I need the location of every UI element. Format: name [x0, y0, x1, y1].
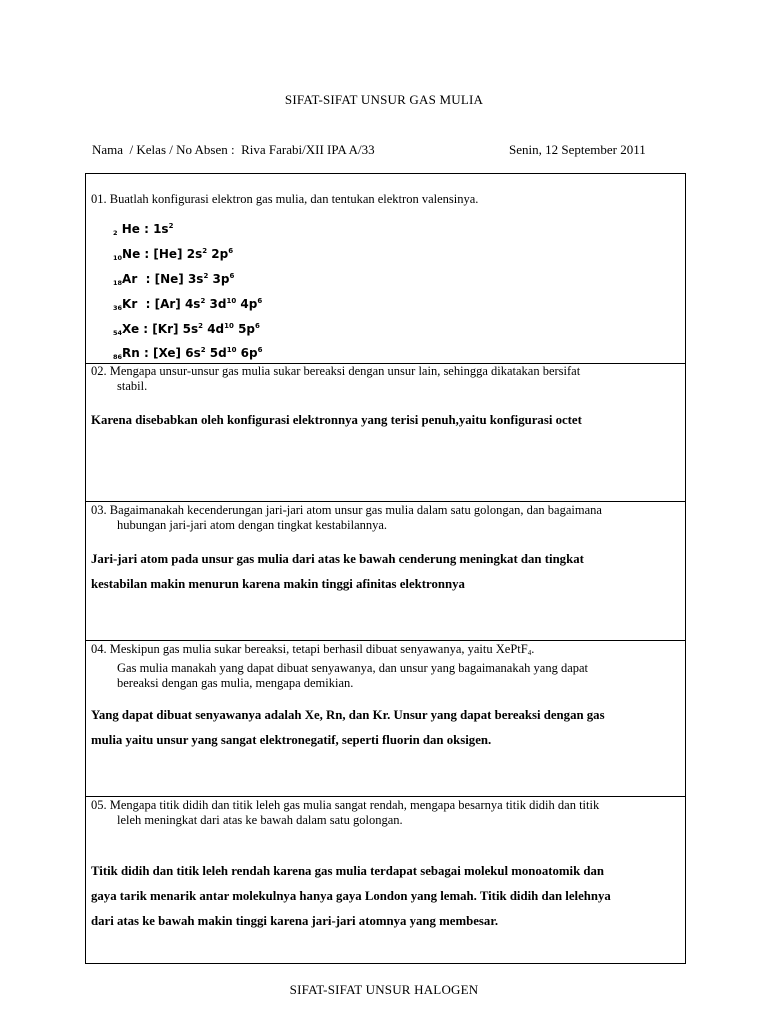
element-symbol: Kr [122, 297, 138, 311]
separator: : [140, 247, 154, 261]
separator: : [137, 297, 155, 311]
question-3-text: 03. Bagaimanakah kecenderungan jari-jari atom unsur gas mulia dalam satu golongan, dan bagaimana hubungan jari-jari atom dengan tingkat kestabilannya. [91, 503, 602, 532]
config-exp: 6 [229, 272, 235, 280]
answer-5: Titik didih dan titik leleh rendah karena gas mulia terdapat sebagai molekul monoatomik dan gaya tarik menarik antar molekulnya hanya gaya London yang lemah. Titik didih dan lelehnya dari atas ke bawah makin tinggi karena jari-jari atomnya yang membesar. [91, 864, 611, 928]
config-orbital: 6p [236, 346, 258, 360]
config-exp: 10 [226, 346, 237, 354]
config-kr [113, 297, 262, 312]
question-2-section [86, 363, 685, 502]
element-symbol: Xe [122, 322, 140, 336]
atomic-number: 2 [113, 229, 118, 237]
config-exp: 2 [200, 297, 206, 305]
question-5-section [86, 796, 685, 964]
config-exp: 2 [202, 247, 208, 255]
worksheet-table [85, 173, 686, 964]
config-he [113, 222, 173, 237]
separator: : [139, 322, 153, 336]
config-exp: 10 [224, 322, 234, 330]
config-rn [113, 346, 262, 361]
element-symbol: Ar [122, 272, 138, 286]
config-exp: 6 [255, 322, 260, 330]
atomic-number: 54 [113, 329, 123, 337]
document-date: Senin, 12 September 2011 [509, 142, 646, 157]
config-ne [113, 247, 233, 262]
next-section-title: SIFAT-SIFAT UNSUR HALOGEN [289, 982, 479, 997]
element-symbol: He [121, 222, 140, 236]
atomic-number: 10 [113, 254, 123, 262]
config-exp: 2 [168, 222, 174, 230]
separator: : [137, 272, 155, 286]
config-orbital: 4d [203, 322, 225, 336]
atomic-number: 36 [113, 304, 123, 312]
config-exp: 2 [198, 322, 204, 330]
answer-3: Jari-jari atom pada unsur gas mulia dari atas ke bawah cenderung meningkat dan tingkat kestabilan makin menurun karena makin tinggi afinitas elektronnya [91, 552, 584, 591]
config-core: [Kr] 5s [152, 322, 199, 336]
question-3-section [86, 501, 685, 641]
config-orbital: 2p [207, 247, 229, 261]
config-orbital: 5d [205, 346, 227, 360]
config-orbital: 3p [208, 272, 230, 286]
config-orbital: 5p [233, 322, 256, 336]
config-orbital: 4p [236, 297, 258, 311]
config-core: 1s [153, 222, 169, 236]
question-4-text: 04. Meskipun gas mulia sukar bereaksi, tetapi berhasil dibuat senyawanya, yaitu XePtF4. Gas mulia manakah yang dapat dibuat senyawanya, dan unsur yang bagaimanakah yang dapat bereaksi dengan gas mulia, mengapa demikian. [91, 642, 589, 690]
question-5-text: 05. Mengapa titik didih dan titik leleh gas mulia sangat rendah, mengapa besarnya titik didih dan titik leleh meningkat dari atas ke bawah dalam satu golongan. [91, 798, 600, 827]
answer-4: Yang dapat dibuat senyawanya adalah Xe, Rn, dan Kr. Unsur yang dapat bereaksi dengan gas mulia yaitu unsur yang sangat elektronegatif, seperti fluorin dan oksigen. [91, 708, 605, 747]
question-2-text: 02. Mengapa unsur-unsur gas mulia sukar bereaksi dengan unsur lain, sehingga dikatakan bersifat stabil. [91, 364, 581, 393]
config-core: [He] 2s [153, 247, 203, 261]
config-exp: 6 [257, 346, 263, 354]
atomic-number: 86 [113, 353, 123, 361]
question-4-section [86, 640, 685, 797]
answer-2: Karena disebabkan oleh konfigurasi elektronnya yang terisi penuh,yaitu konfigurasi octet [91, 413, 582, 427]
config-orbital: 3d [205, 297, 227, 311]
element-symbol: Ne [122, 247, 141, 261]
config-core: [Xe] 6s [153, 346, 201, 360]
separator: : [139, 222, 154, 236]
config-exp: 6 [257, 297, 263, 305]
config-exp: 2 [203, 272, 209, 280]
element-symbol: Rn [122, 346, 140, 360]
separator: : [139, 346, 153, 360]
question-1-section [86, 174, 685, 363]
page-title: SIFAT-SIFAT UNSUR GAS MULIA [284, 92, 484, 107]
config-exp: 10 [226, 297, 237, 305]
config-exp: 2 [200, 346, 206, 354]
atomic-number: 18 [113, 279, 123, 287]
config-exp: 6 [228, 247, 234, 255]
config-ar [113, 272, 234, 287]
config-core: [Ar] 4s [154, 297, 201, 311]
question-1-text: 01. Buatlah konfigurasi elektron gas mulia, dan tentukan elektron valensinya. [91, 192, 479, 206]
config-xe [113, 322, 260, 337]
student-info: Nama / Kelas / No Absen : Riva Farabi/XII IPA A/33 [92, 142, 375, 157]
config-core: [Ne] 3s [154, 272, 204, 286]
